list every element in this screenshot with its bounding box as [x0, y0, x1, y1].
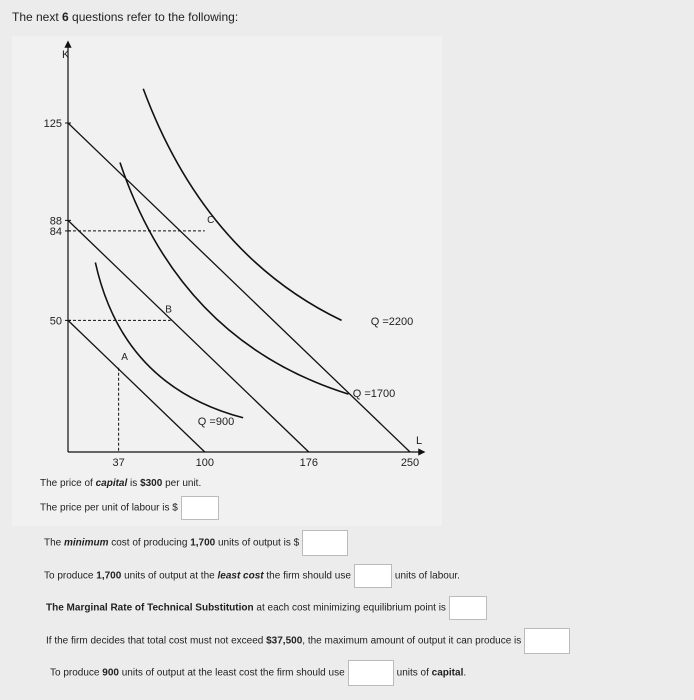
question-price-capital: The price of capital is $300 per unit.	[40, 478, 202, 489]
question-least-cost-labour: To produce 1,700 units of output at the least cost the firm should use units of labour.	[44, 564, 460, 588]
point-label-B: B	[165, 304, 172, 316]
answer-box-mrts[interactable]	[449, 596, 487, 620]
y-tick-label: 84	[49, 225, 62, 238]
point-label-C: C	[207, 214, 215, 226]
isocost-line-2	[68, 220, 309, 452]
answer-box-min-cost[interactable]	[302, 530, 348, 556]
question-price-labour: The price per unit of labour is $	[40, 496, 222, 520]
answer-box-capital-900[interactable]	[348, 660, 394, 686]
x-tick-label: 176	[299, 457, 318, 469]
isoquant-label-2200: Q =2200	[370, 316, 414, 328]
answer-box-labour-1700[interactable]	[354, 564, 392, 588]
y-tick-label: 50	[49, 315, 62, 328]
isoquant-2200	[143, 89, 341, 321]
y-tick-label: 125	[43, 118, 62, 130]
point-label-A: A	[121, 351, 128, 363]
x-tick-label: 250	[400, 457, 420, 469]
y-tick-label: 88	[49, 215, 62, 228]
isoquant-900	[95, 262, 243, 417]
question-mrts: The Marginal Rate of Technical Substitution at each cost minimizing equilibrium point is	[46, 596, 490, 620]
question-min-cost: The minimum cost of producing 1,700 units of output is $	[44, 530, 351, 556]
question-capital-900: To produce 900 units of output at the least cost the firm should use units of capital.	[50, 660, 466, 686]
l-axis-label: L	[416, 435, 423, 447]
isocost-line-3	[68, 123, 410, 452]
isocost-line-1	[68, 320, 205, 452]
x-tick-label: 100	[195, 457, 214, 469]
k-axis-label: K	[62, 49, 70, 61]
intro-text: The next 6 questions refer to the following:	[12, 10, 239, 24]
answer-box-max-output[interactable]	[524, 628, 570, 654]
question-max-output: If the firm decides that total cost must not exceed $37,500, the maximum amount of output it can produce is	[46, 628, 573, 654]
isoquant-label-900: Q =900	[197, 416, 235, 428]
isoquant-label-1700: Q =1700	[352, 388, 396, 400]
x-tick-label: 37	[112, 457, 125, 469]
answer-box-price-labour[interactable]	[181, 496, 219, 520]
